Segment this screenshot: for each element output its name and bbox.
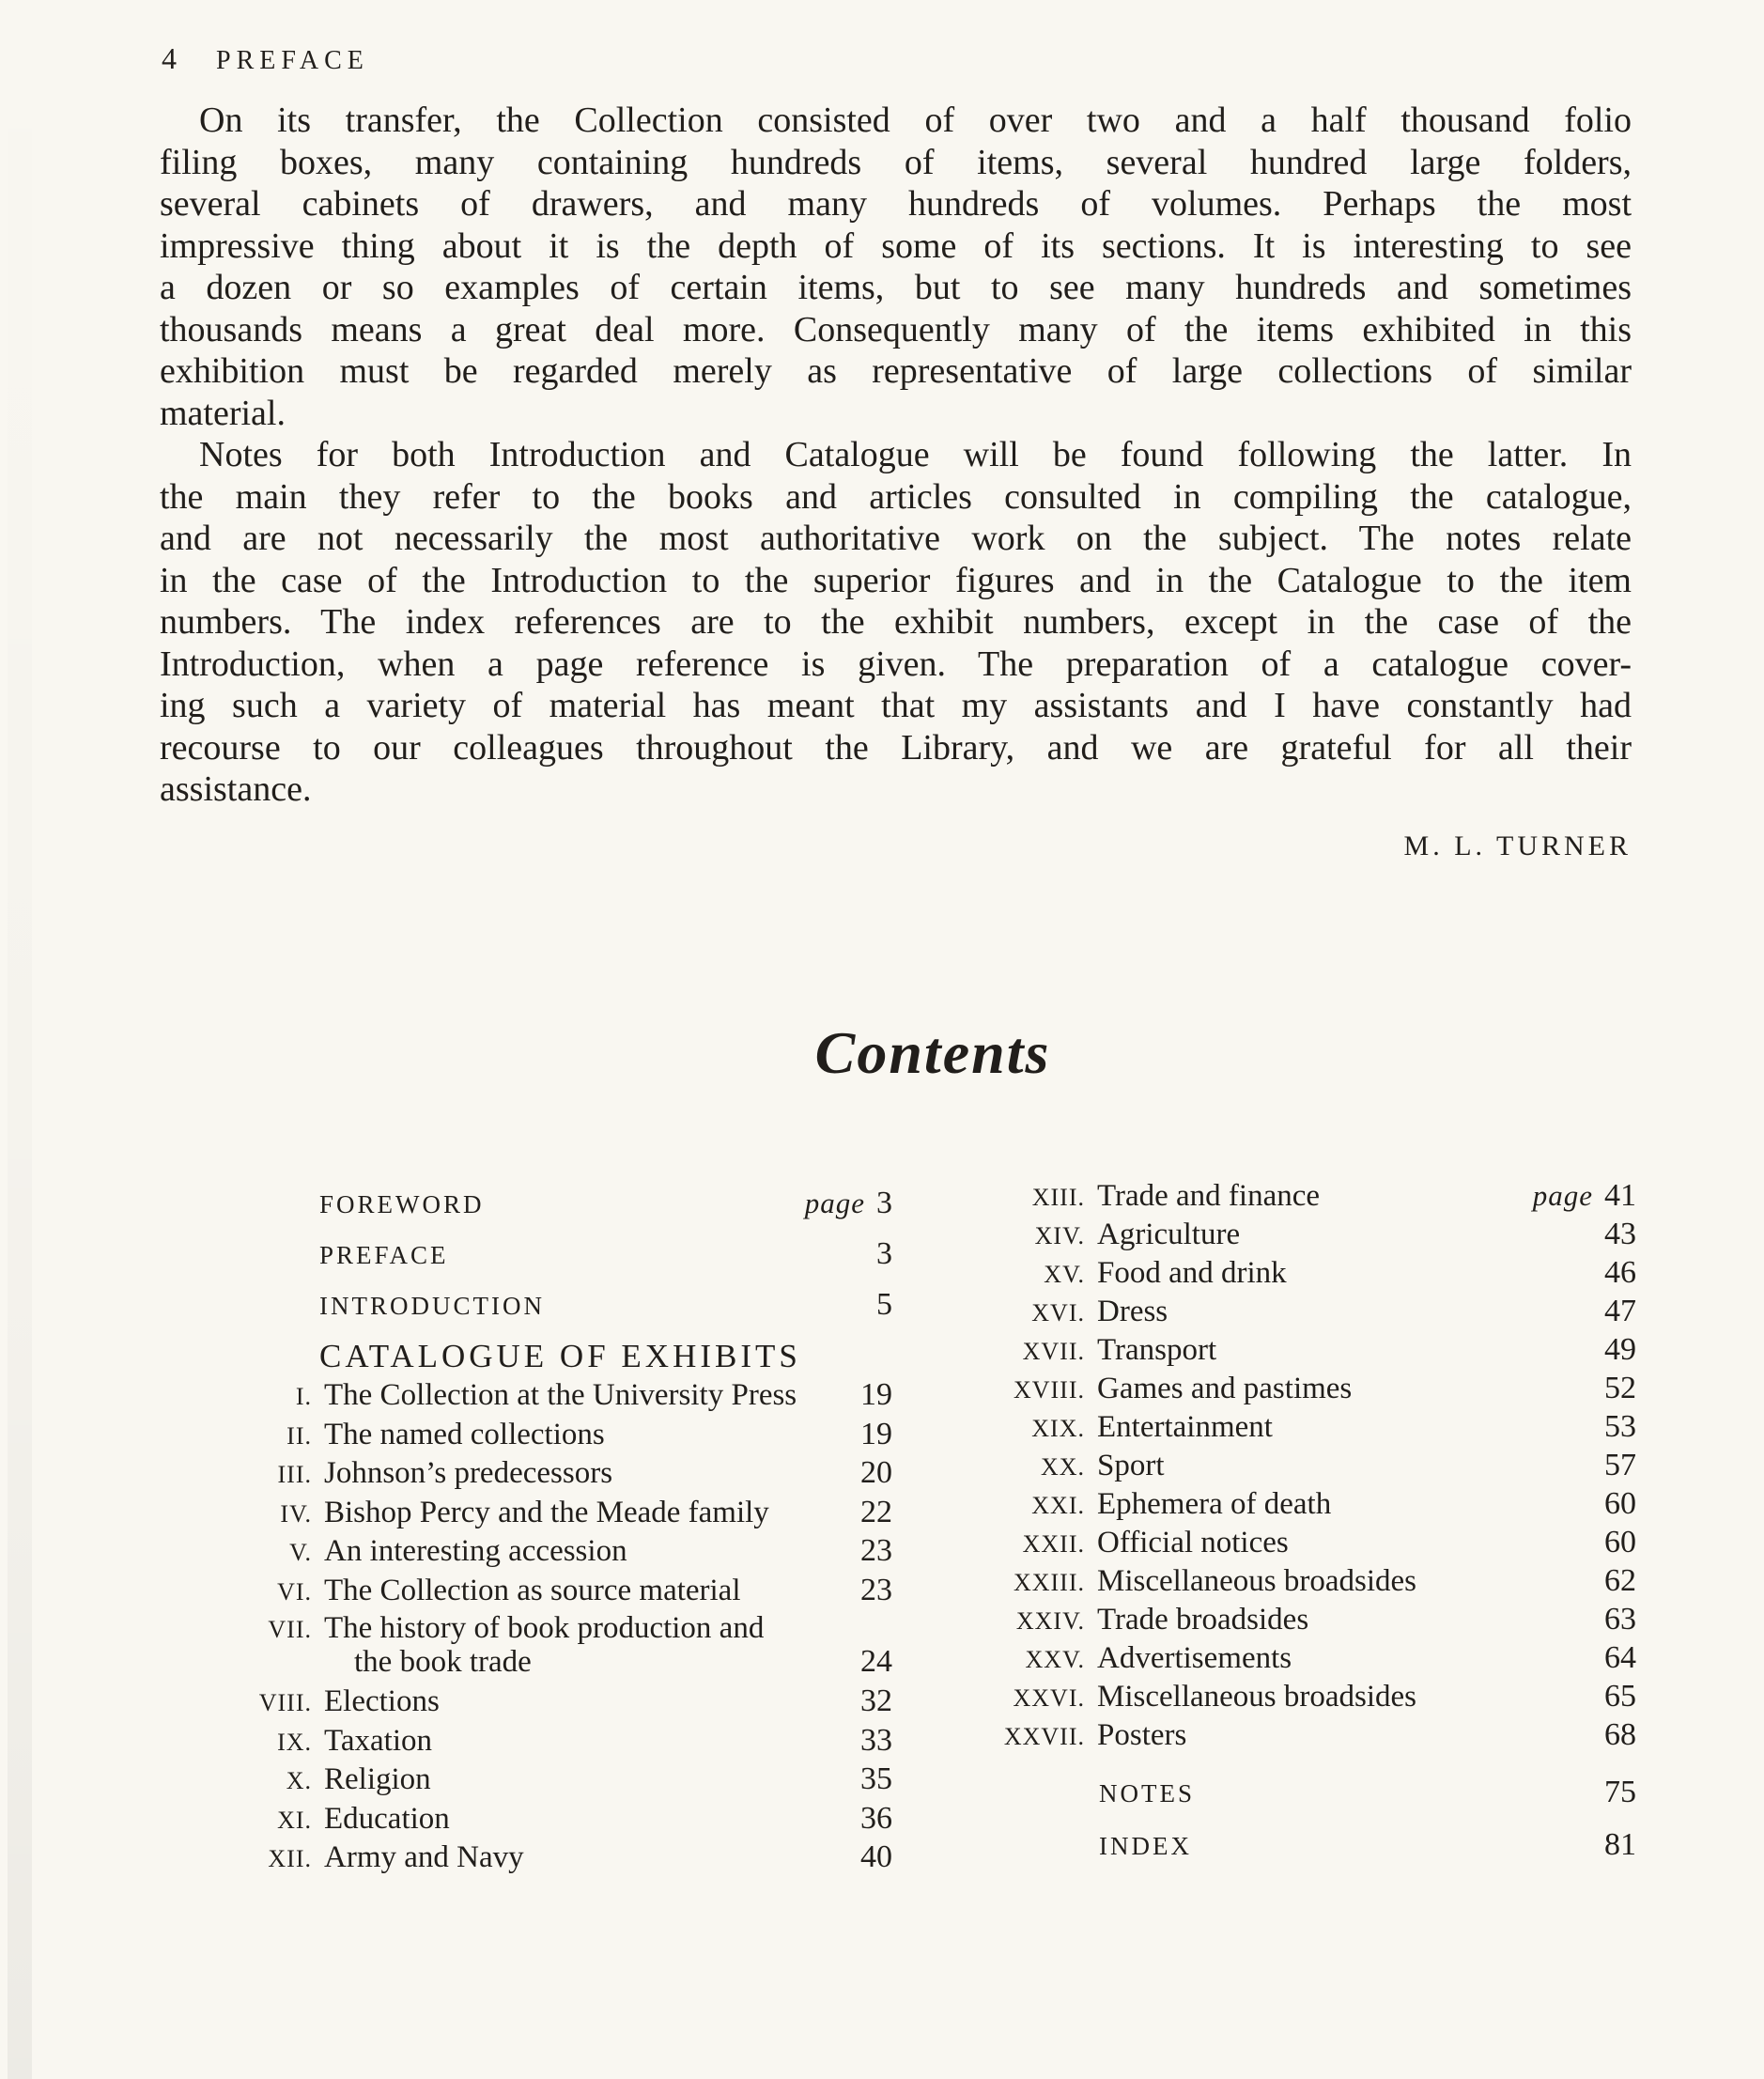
toc-page-number: 52 [1604,1371,1636,1405]
toc-page-number: 35 [860,1761,892,1796]
toc-page-number: 43 [1604,1217,1636,1251]
toc-page-number: 64 [1604,1640,1636,1675]
toc-page-number: 68 [1604,1717,1636,1752]
toc-roman-numeral: XXVII. [1003,1723,1085,1750]
toc-roman-numeral: XXVI. [1013,1684,1085,1712]
toc-page-number: 62 [1604,1563,1636,1598]
preface-line: several cabinets of drawers, and many hundreds of volumes. Perhaps the most [160,184,1632,224]
toc-roman-numeral: XIX. [1031,1415,1085,1442]
toc-row [996,1255,1636,1294]
toc-row [225,1683,892,1723]
toc-row [225,1611,892,1644]
toc-title: Transport [1097,1333,1217,1367]
toc-row [996,1563,1636,1602]
toc-roman-numeral: VII. [268,1616,312,1643]
toc-roman-numeral: XII. [268,1845,312,1872]
toc-page-number: 24 [860,1644,892,1679]
toc-row-notes [996,1775,1636,1813]
toc-page-number: 47 [1604,1294,1636,1328]
toc-row-preface [225,1236,892,1287]
toc-roman-numeral: II. [286,1421,312,1450]
page-number: 3 [876,1186,892,1220]
preface-line: exhibition must be regarded merely as representative of large collections of similar [160,351,1632,391]
toc-title: Games and pastimes [1097,1372,1353,1405]
scan-artifact [8,0,32,2079]
toc-right-column [996,1178,1636,1866]
toc-page-number: 63 [1604,1602,1636,1637]
preface-line: numbers. The index references are to the exhibit numbers, except in the case of the [160,602,1632,642]
preface-line: filing boxes, many containing hundreds of items, several hundred large folders, [160,142,1632,182]
toc-roman-numeral: I. [295,1383,312,1410]
toc-title: Bishop Percy and the Meade family [324,1495,769,1529]
toc-page-number: 33 [860,1722,892,1758]
toc-title: Miscellaneous broadsides [1097,1680,1417,1714]
author-signature: M. L. TURNER [1403,830,1632,861]
preface-line: material. [160,393,286,433]
toc-row [225,1495,892,1534]
toc-roman-numeral: XXV. [1025,1646,1085,1673]
toc-title: The Collection at the University Press [324,1378,797,1412]
toc-page-number: 19 [860,1416,892,1451]
toc-row [225,1761,892,1801]
toc-roman-numeral: XVI. [1031,1299,1085,1327]
toc-title: Dress [1097,1295,1168,1328]
toc-label: PREFACE [319,1241,449,1269]
preface-line: Introduction, when a page reference is given. The preparation of a catalogue cover- [160,644,1632,684]
toc-page-number: 46 [1604,1255,1636,1290]
toc-title: Army and Navy [324,1840,524,1874]
toc-row [996,1371,1636,1409]
toc-title: Elections [324,1684,440,1718]
toc-page-number [805,1186,892,1221]
toc-row [225,1455,892,1495]
toc-roman-numeral: VIII. [258,1689,312,1716]
toc-page-number: 65 [1604,1679,1636,1714]
toc-title: Ephemera of death [1097,1487,1332,1521]
preface-line: thousands means a great deal more. Consequently many of the items exhibited in this [160,309,1632,349]
toc-page-number: 36 [860,1800,892,1836]
page-word: page [1532,1179,1593,1212]
preface-line: impressive thing about it is the depth of some of its sections. It is interesting to see [160,225,1632,266]
toc-page-number: 60 [1604,1525,1636,1559]
toc-section-heading: CATALOGUE OF EXHIBITS [319,1338,801,1374]
toc-row [996,1679,1636,1717]
toc-row [225,1377,892,1417]
page-word: page [804,1187,865,1219]
toc-label: NOTES [1099,1779,1195,1807]
toc-title: Education [324,1801,450,1836]
toc-roman-numeral: XIII. [1031,1184,1085,1211]
toc-row [996,1294,1636,1332]
toc-page-number: 3 [876,1236,892,1271]
page-number: 41 [1604,1178,1636,1213]
preface-line: assistance. [160,769,312,809]
folio-number: 4 [162,41,177,75]
toc-label: INTRODUCTION [319,1292,545,1320]
running-head-title: PREFACE [216,46,369,75]
toc-row [225,1417,892,1456]
toc-row [996,1217,1636,1255]
toc-title: Religion [324,1762,431,1796]
toc-title: Trade broadsides [1097,1603,1309,1637]
toc-title: Posters [1097,1718,1187,1752]
toc-page-number: 20 [860,1455,892,1490]
toc-page-number: 5 [876,1287,892,1322]
toc-roman-numeral: IV. [280,1499,312,1528]
preface-line: Notes for both Introduction and Catalogue will be found following the latter. In [199,435,1632,474]
toc-row [996,1717,1636,1756]
toc-title: Agriculture [1097,1218,1241,1251]
toc-roman-numeral: IX. [277,1728,312,1756]
toc-title-continuation: the book trade [354,1645,532,1679]
preface-line: the main they refer to the books and articles consulted in compiling the catalogue, [160,476,1632,517]
toc-row-index [996,1827,1636,1866]
toc-title: Sport [1097,1449,1165,1482]
toc-page-number: 22 [860,1494,892,1529]
toc-page-number: 23 [860,1533,892,1568]
toc-page-number: 53 [1604,1409,1636,1444]
toc-title: Miscellaneous broadsides [1097,1564,1417,1598]
toc-roman-numeral: X. [286,1767,312,1794]
toc-row [225,1573,892,1612]
preface-line: recourse to our colleagues throughout the Library, and we are grateful for all their [160,727,1632,768]
preface-line: and are not necessarily the most authoritative work on the subject. The notes relate [160,519,1632,558]
toc-row [996,1409,1636,1448]
toc-title: The Collection as source material [324,1573,741,1607]
toc-row [996,1178,1636,1217]
toc-roman-numeral: XI. [277,1806,312,1834]
toc-row-foreword [225,1186,892,1236]
toc-page-number: 32 [860,1683,892,1718]
toc-roman-numeral: VI. [277,1577,312,1606]
preface-line: in the case of the Introduction to the superior figures and in the Catalogue to the item [160,560,1632,600]
toc-page-number: 60 [1604,1486,1636,1521]
toc-roman-numeral: III. [277,1461,312,1488]
toc-roman-numeral: XXI. [1031,1492,1085,1519]
toc-row [225,1723,892,1762]
toc-row [225,1839,892,1879]
toc-title: Advertisements [1097,1641,1292,1675]
toc-label: FOREWORD [319,1190,485,1218]
toc-roman-numeral: V. [289,1539,312,1566]
toc-title: Entertainment [1097,1410,1273,1444]
toc-page-number [1533,1178,1636,1214]
toc-row [996,1640,1636,1679]
toc-row [996,1525,1636,1563]
toc-row-introduction [225,1287,892,1338]
toc-roman-numeral: XXII. [1022,1530,1085,1558]
toc-title: Official notices [1097,1526,1289,1559]
toc-roman-numeral: XVII. [1022,1338,1085,1365]
preface-line: On its transfer, the Collection consisted of over two and a half thousand folio [199,101,1632,140]
toc-roman-numeral: XVIII. [1013,1376,1085,1404]
toc-roman-numeral: XXIII. [1013,1569,1085,1596]
toc-page-number: 57 [1604,1448,1636,1482]
toc-title: Food and drink [1097,1256,1287,1290]
toc-title: Johnson’s predecessors [324,1456,613,1490]
toc-roman-numeral: XX. [1040,1453,1085,1481]
toc-title: Trade and finance [1097,1179,1321,1213]
preface-body [160,100,1632,811]
toc-roman-numeral: XV. [1044,1261,1085,1288]
toc-row-continuation [225,1644,892,1683]
preface-line: ing such a variety of material has meant that my assistants and I have constantly had [160,686,1632,725]
toc-row [996,1448,1636,1486]
toc-title: The named collections [324,1417,605,1451]
contents-heading: Contents [814,1019,1051,1086]
toc-page-number: 19 [860,1377,892,1412]
running-header [162,41,369,76]
toc-label: INDEX [1099,1832,1192,1860]
toc-roman-numeral: XIV. [1034,1222,1085,1249]
toc-page-number: 75 [1604,1775,1636,1809]
toc-title: Taxation [324,1723,432,1758]
toc-page-number: 40 [860,1839,892,1874]
toc-roman-numeral: XXIV. [1015,1607,1085,1635]
preface-line: a dozen or so examples of certain items, but to see many hundreds and sometimes [160,268,1632,307]
toc-title: An interesting accession [324,1534,627,1568]
toc-page-number: 49 [1604,1332,1636,1367]
toc-title: The history of book production and [324,1611,765,1645]
toc-row [996,1602,1636,1640]
toc-page-number: 81 [1604,1827,1636,1862]
toc-row [225,1801,892,1840]
toc-row [225,1533,892,1573]
toc-page-number: 23 [860,1572,892,1607]
toc-left-column [225,1186,892,1879]
toc-row [996,1332,1636,1371]
toc-row [996,1486,1636,1525]
